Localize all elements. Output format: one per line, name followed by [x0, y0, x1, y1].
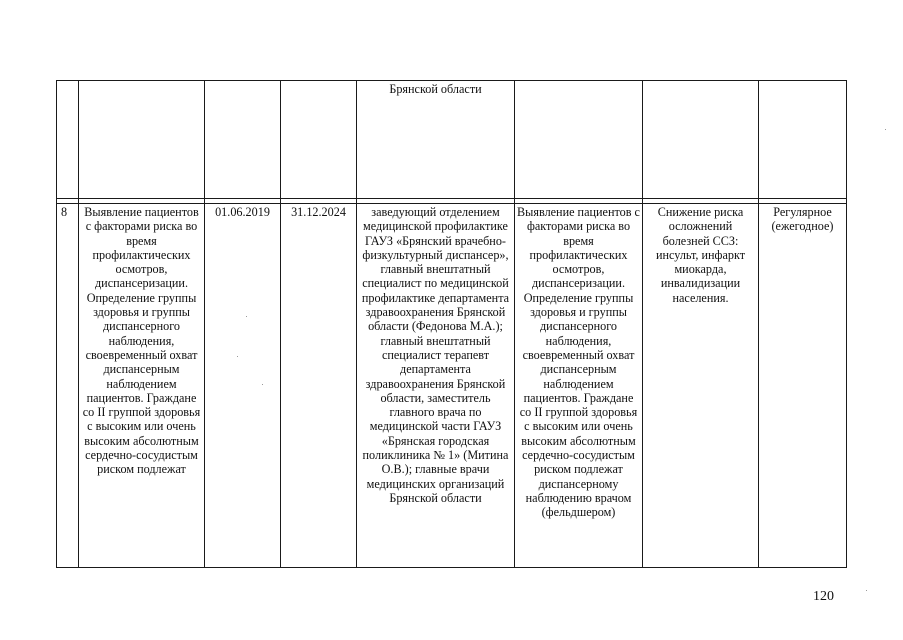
measure-text: Выявление пациентов с факторами риска во время профилактических осмотров, диспансеризации. Определение группы здоровья и группы диспансерного наблюдения, своевременный охват диспансерным наблюдением пациентов. Граждане со II группой здоровья с высоким или очень высоким абсолютным сердечно-сосудистым риском подлежат: [82, 205, 201, 477]
table-row-8: [57, 204, 847, 568]
cell-number: [57, 204, 79, 568]
scan-speck: [237, 356, 238, 357]
cell-result-continued: [515, 81, 643, 199]
cell-start-date-continued: [205, 81, 281, 199]
scan-speck: [866, 590, 867, 591]
table-row-continued: [57, 81, 847, 199]
cell-end-date: [281, 204, 357, 568]
responsible-continued-text: Брянской области: [389, 82, 482, 96]
start-date: 01.06.2019: [215, 205, 270, 219]
cell-measure: [79, 204, 205, 568]
cell-number-continued: [57, 81, 79, 199]
responsible-text: заведующий отделением медицинской профилактике ГАУЗ «Брянский врачебно-физкультурный диспансер», главный внештатный специалист по медицинской профилактике департамента здравоохранения Брянской области (Федонова М.А.); главный внештатный специалист терапевт департамента здравоохранения Брянской области, заместитель главного врача по медицинской части ГАУЗ «Брянская городская поликлиника № 1» (Митина О.В.); главные врачи медицинских организаций Брянской области: [361, 205, 510, 505]
page-number: 120: [813, 589, 834, 604]
scan-speck: [262, 384, 263, 385]
cell-end-date-continued: [281, 81, 357, 199]
cell-effect-continued: [643, 81, 759, 199]
result-text: Выявление пациентов с факторами риска во время профилактических осмотров, диспансеризации. Определение группы здоровья и группы диспансерного наблюдения, своевременный охват диспансерным наблюдением пациентов. Граждане со II группой здоровья с высоким или очень высоким абсолютным сердечно-сосудистым риском подлежат диспансерному наблюдению врачом (фельдшером): [517, 205, 640, 520]
cell-result: [515, 204, 643, 568]
effect-text: Снижение риска осложнений болезней ССЗ: инсульт, инфаркт миокарда, инвалидизации населения.: [655, 205, 746, 305]
frequency-text: Регулярное (ежегодное): [771, 205, 834, 234]
end-date: 31.12.2024: [291, 205, 346, 219]
cell-frequency: [759, 204, 847, 568]
row-number: 8: [61, 205, 68, 219]
cell-responsible: [357, 204, 515, 568]
measures-table: [56, 80, 847, 568]
cell-start-date: [205, 204, 281, 568]
scan-speck: [885, 129, 886, 130]
cell-effect: [643, 204, 759, 568]
cell-responsible-continued: [357, 81, 515, 199]
cell-measure-continued: [79, 81, 205, 199]
cell-frequency-continued: [759, 81, 847, 199]
scan-speck: [246, 316, 247, 317]
